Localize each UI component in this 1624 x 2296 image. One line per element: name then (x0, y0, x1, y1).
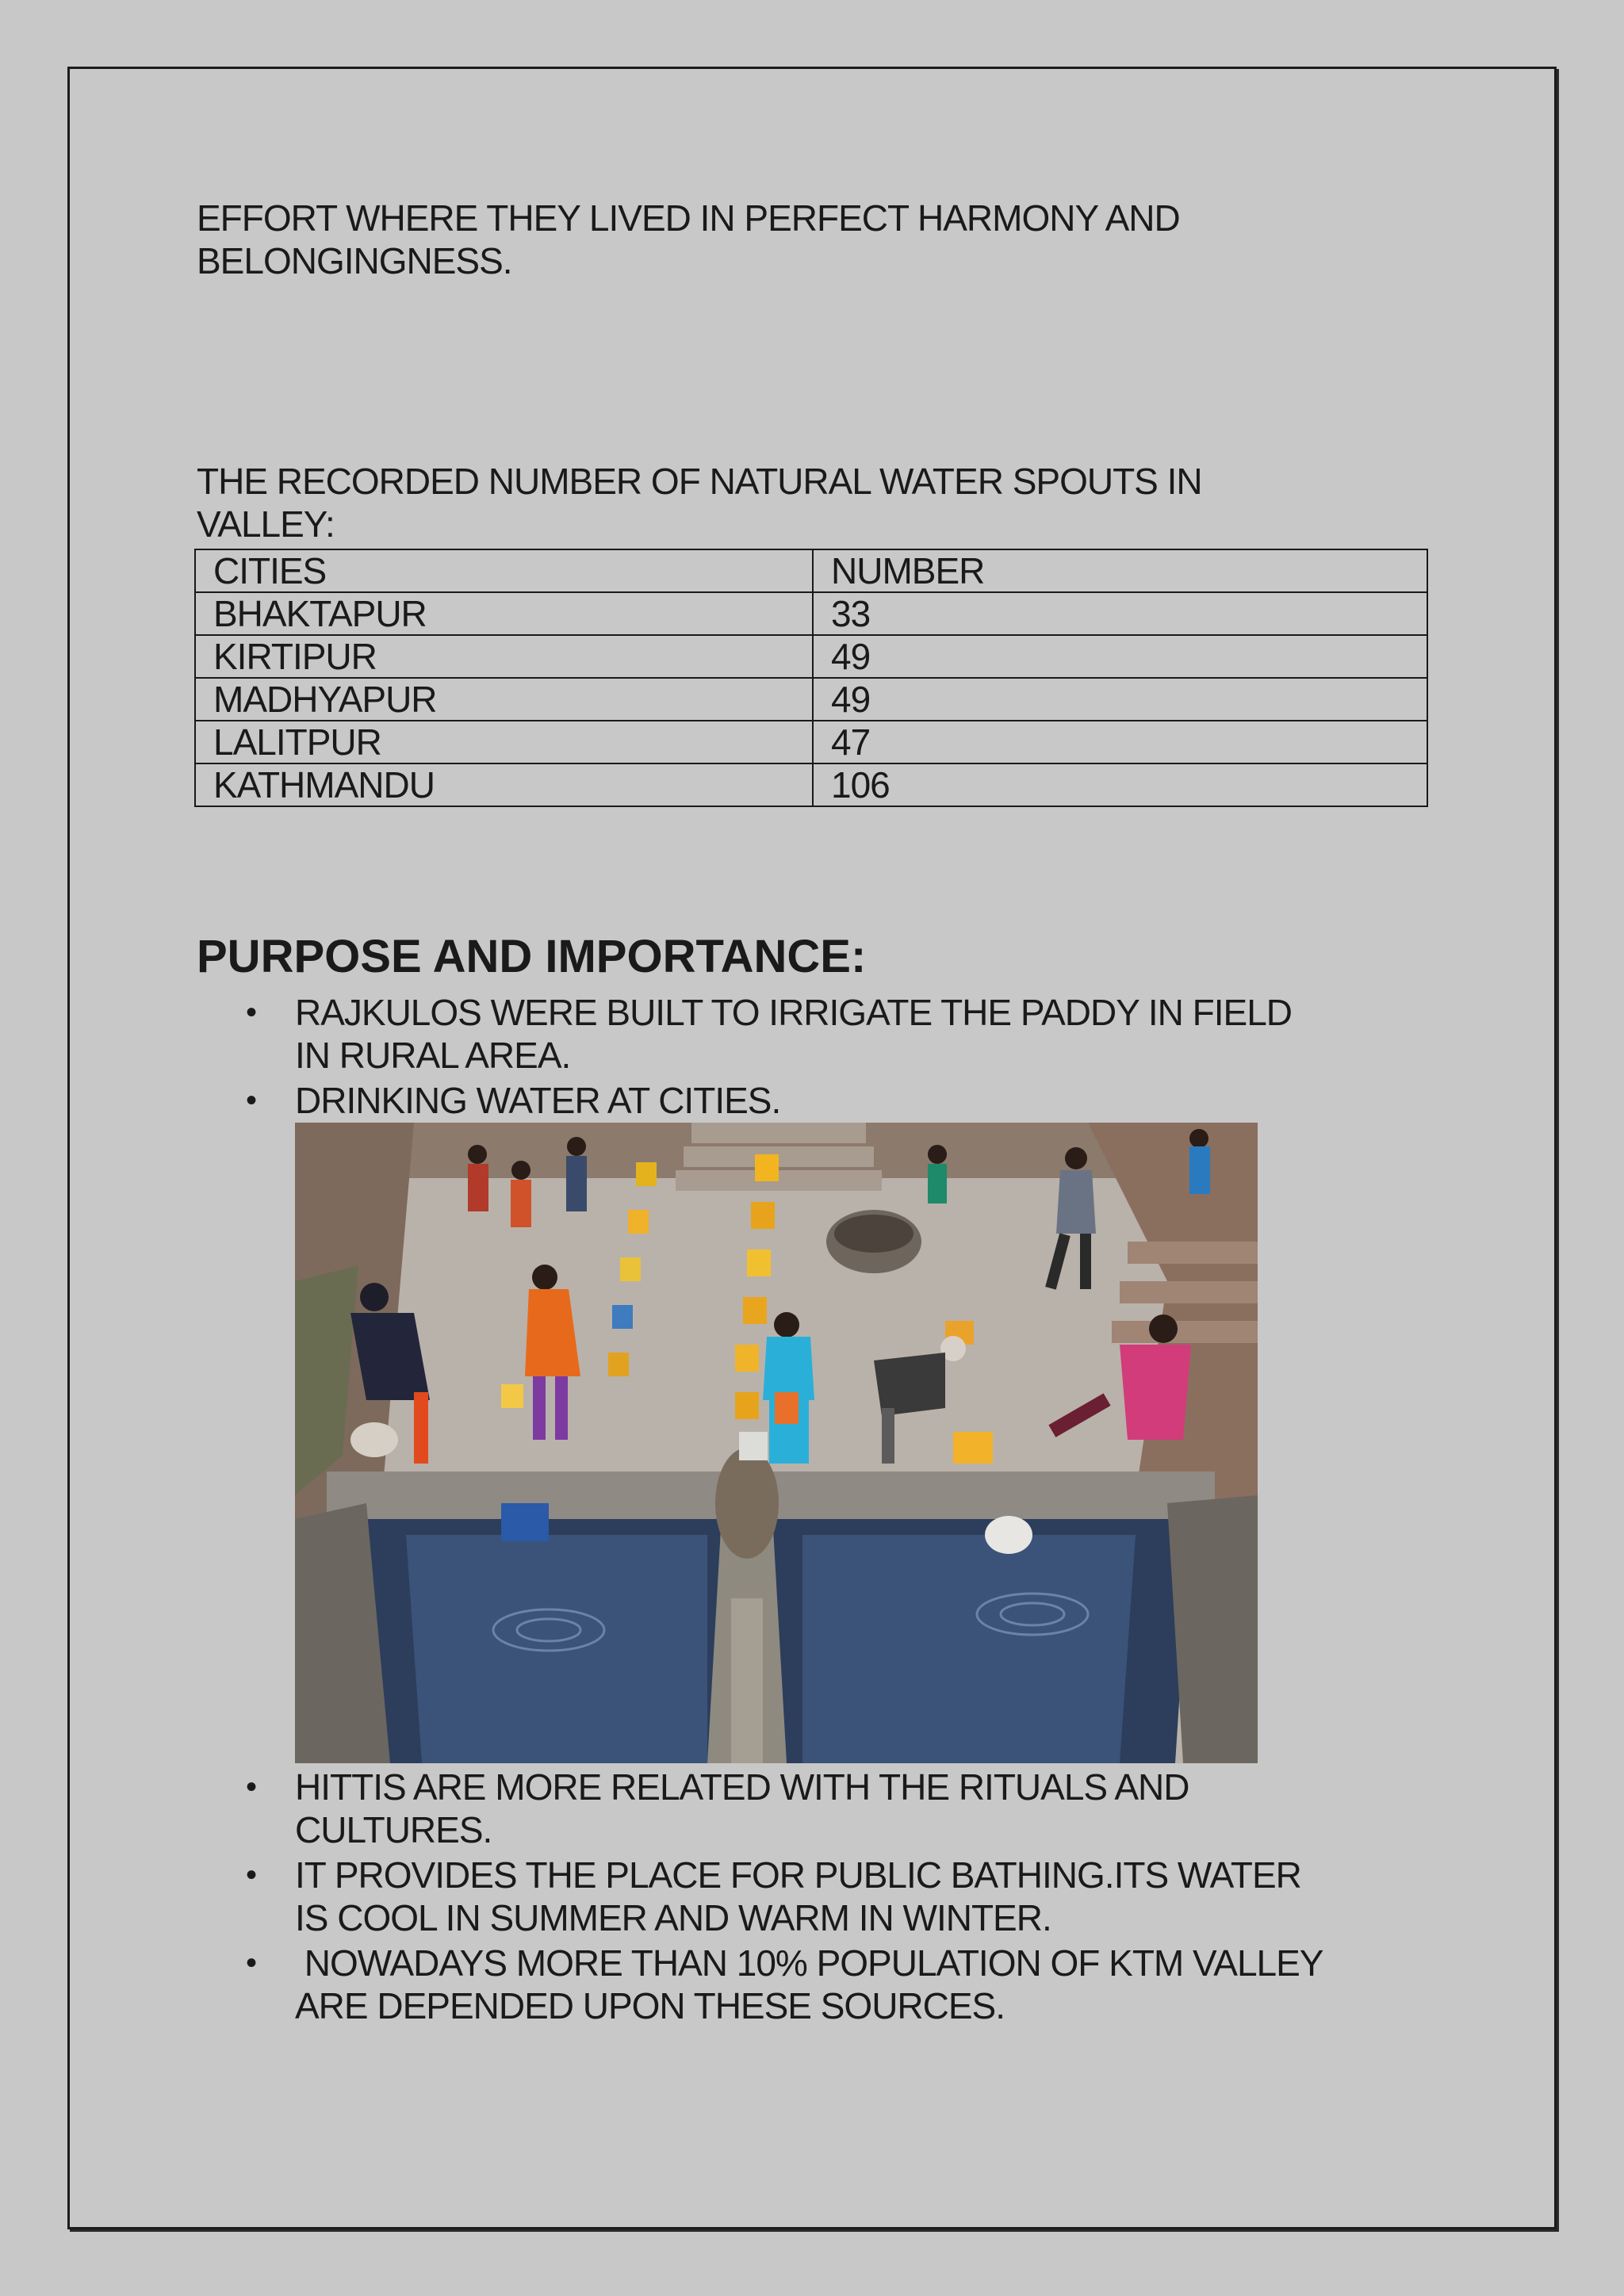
table-row (195, 721, 1427, 763)
bullet-dot: • (246, 1858, 257, 1892)
number-cell: 47 (813, 721, 1427, 763)
bullet-item (246, 1854, 1453, 1939)
table-row (195, 592, 1427, 635)
bullet-line: DRINKING WATER AT CITIES. (295, 1080, 781, 1121)
table-row (195, 678, 1427, 721)
city-cell: LALITPUR (195, 721, 813, 763)
table-row (195, 763, 1427, 806)
number-cell: 49 (813, 678, 1427, 721)
bullet-line: NOWADAYS MORE THAN 10% POPULATION OF KTM VALLEY (295, 1942, 1323, 1984)
city-cell: BHAKTAPUR (195, 592, 813, 635)
bullet-dot: • (246, 1946, 257, 1980)
water-spout-photo (295, 1123, 1258, 1763)
water-spout-illustration (295, 1123, 1258, 1763)
bullet-dot: • (246, 995, 257, 1030)
number-cell: 33 (813, 592, 1427, 635)
table-header-row (195, 549, 1427, 592)
bullet-item (246, 1766, 1453, 1851)
number-cell: 106 (813, 763, 1427, 806)
bullet-line: IN RURAL AREA. (295, 1035, 571, 1076)
header-number: NUMBER (813, 549, 1427, 592)
intro-line: EFFORT WHERE THEY LIVED IN PERFECT HARMONY AND (197, 197, 1180, 239)
water-spouts-table (194, 549, 1428, 807)
bullet-line: IT PROVIDES THE PLACE FOR PUBLIC BATHING.ITS WATER (295, 1854, 1301, 1896)
bullet-line: ARE DEPENDED UPON THESE SOURCES. (295, 1985, 1005, 2026)
bullet-item (246, 1942, 1453, 2027)
bullet-dot: • (246, 1083, 257, 1118)
header-cities: CITIES (195, 549, 813, 592)
intro-line: BELONGINGNESS. (197, 240, 512, 281)
city-cell: KIRTIPUR (195, 635, 813, 678)
bullet-line: IS COOL IN SUMMER AND WARM IN WINTER. (295, 1897, 1051, 1938)
section-heading: PURPOSE AND IMPORTANCE: (197, 931, 867, 982)
caption-line: VALLEY: (197, 503, 335, 545)
bullet-item (246, 991, 1453, 1077)
city-cell: MADHYAPUR (195, 678, 813, 721)
table-caption (197, 460, 1481, 545)
bullet-line: CULTURES. (295, 1809, 492, 1850)
number-cell: 49 (813, 635, 1427, 678)
bullet-line: HITTIS ARE MORE RELATED WITH THE RITUALS AND (295, 1766, 1189, 1808)
intro-paragraph (197, 197, 1465, 282)
bullet-line: RAJKULOS WERE BUILT TO IRRIGATE THE PADDY IN FIELD (295, 992, 1293, 1033)
bullet-item (246, 1079, 1453, 1122)
caption-line: THE RECORDED NUMBER OF NATURAL WATER SPOUTS IN (197, 461, 1202, 502)
table-row (195, 635, 1427, 678)
city-cell: KATHMANDU (195, 763, 813, 806)
bullet-dot: • (246, 1770, 257, 1804)
